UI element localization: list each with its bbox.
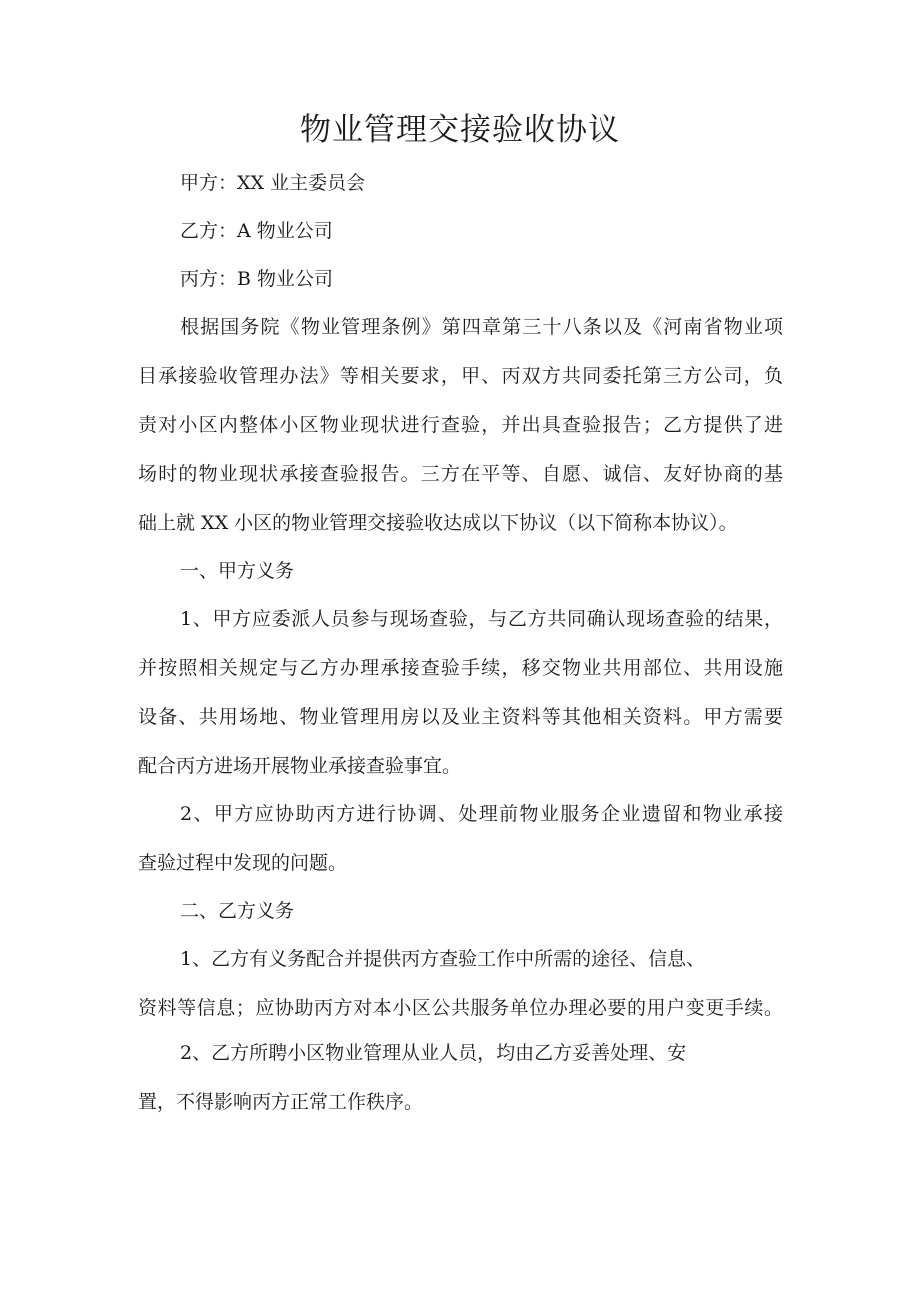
section2-item1-line: 资料等信息；应协助丙方对本小区公共服务单位办理必要的用户变更手续。: [138, 997, 783, 1019]
section1-item1-line: 并按照相关规定与乙方办理承接查验手续，移交物业共用部位、共用设施: [138, 657, 783, 679]
section2-item2-line: 2、乙方所聘小区物业管理从业人员，均由乙方妥善处理、安: [180, 1042, 687, 1064]
preamble-line: 场时的物业现状承接查验报告。三方在平等、自愿、诚信、友好协商的基: [138, 463, 783, 485]
party-b: 乙方：A 物业公司: [180, 220, 333, 242]
section1-item2-line: 查验过程中发现的问题。: [138, 852, 348, 874]
party-c: 丙方：B 物业公司: [180, 268, 334, 290]
preamble-line: 责对小区内整体小区物业现状进行查验，并出具查验报告；乙方提供了进: [138, 414, 783, 436]
section1-item1-line: 配合丙方进场开展物业承接查验事宜。: [138, 755, 462, 777]
section1-item2-line: 2、甲方应协助丙方进行协调、处理前物业服务企业遗留和物业承接: [180, 803, 783, 825]
section2-item2-line: 置，不得影响丙方正常工作秩序。: [138, 1091, 424, 1113]
section1-item1-line: 设备、共用场地、物业管理用房以及业主资料等其他相关资料。甲方需要: [138, 706, 783, 728]
preamble-line: 础上就 XX 小区的物业管理交接验收达成以下协议（以下简称本协议）。: [138, 512, 738, 534]
preamble-line: 目承接验收管理办法》等相关要求，甲、丙双方共同委托第三方公司，负: [138, 365, 783, 387]
preamble-line: 根据国务院《物业管理条例》第四章第三十八条以及《河南省物业项: [180, 316, 783, 338]
party-a: 甲方：XX 业主委员会: [180, 172, 366, 194]
section-heading-2: 二、乙方义务: [180, 900, 295, 922]
document-title: 物业管理交接验收协议: [300, 112, 620, 148]
section1-item1-line: 1、甲方应委派人员参与现场查验，与乙方共同确认现场查验的结果，: [180, 608, 783, 630]
section2-item1-line: 1、乙方有义务配合并提供丙方查验工作中所需的途径、信息、: [180, 948, 706, 970]
section-heading-1: 一、甲方义务: [180, 560, 295, 582]
